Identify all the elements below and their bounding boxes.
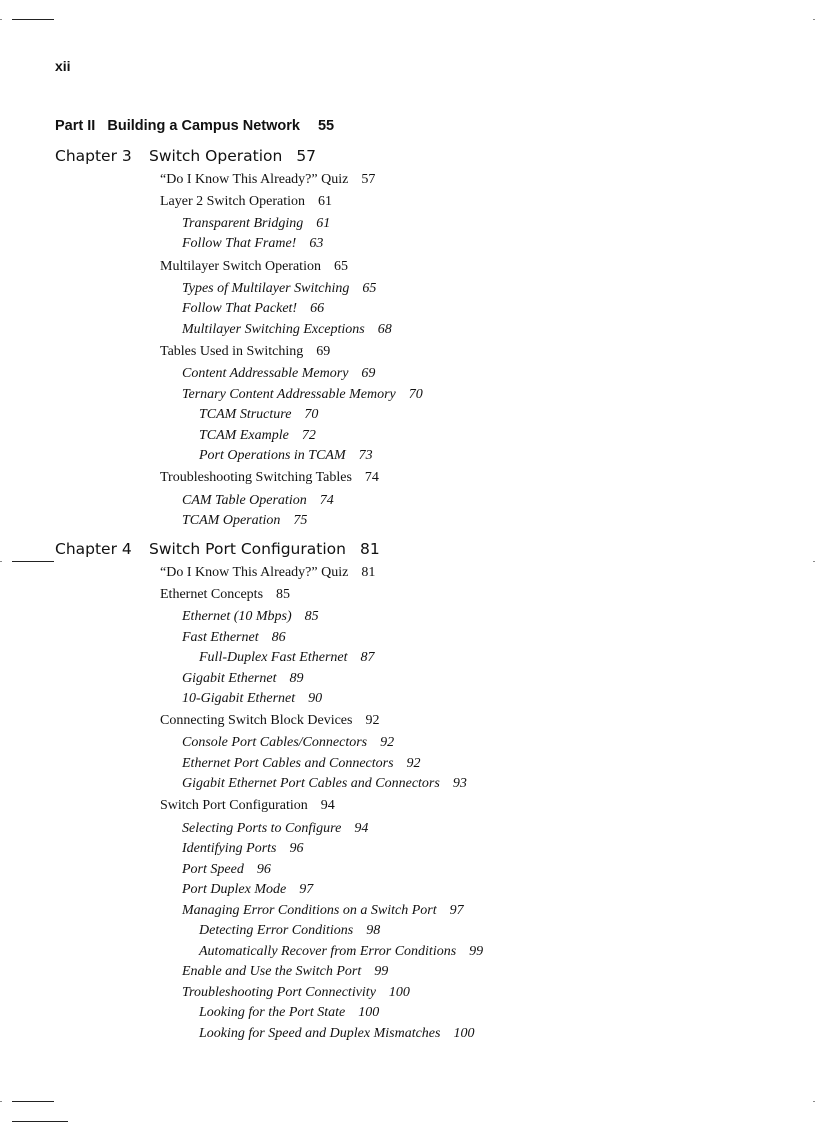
toc-entry-page: 85 [304,609,319,624]
toc-entry-title: Follow That Frame! [182,236,297,251]
toc-entry-title: Switch Port Configuration [160,798,308,813]
crop-mark [813,1101,815,1102]
toc-entry [182,756,421,772]
toc-entry [199,1005,379,1021]
toc-entry-title: Multilayer Switching Exceptions [182,322,365,337]
toc-entry-page: 57 [361,172,376,187]
toc-entry [160,587,290,603]
toc-entry-page: 86 [271,630,286,645]
toc-entry [199,448,373,464]
toc-entry-title: Ternary Content Addressable Memory [182,387,396,402]
chapter-heading [55,147,317,165]
toc-entry-title: Enable and Use the Switch Port [182,964,362,979]
toc-entry [160,344,330,360]
toc-entry-page: 81 [361,565,376,580]
toc-entry-title: “Do I Know This Already?” Quiz [160,172,349,187]
toc-entry-title: Troubleshooting Port Connectivity [182,985,376,1000]
toc-entry-title: Full-Duplex Fast Ethernet [199,650,348,665]
toc-entry-page: 100 [453,1026,475,1041]
toc-entry [182,735,394,751]
toc-entry-page: 68 [377,322,392,337]
toc-entry-title: Content Addressable Memory [182,366,349,381]
toc-entry [182,691,322,707]
chapter-title: Switch Operation [149,147,283,165]
toc-entry-title: Gigabit Ethernet Port Cables and Connectors [182,776,440,791]
toc-entry [182,513,307,529]
toc-entry-title: Ethernet (10 Mbps) [182,609,292,624]
toc-entry-page: 96 [256,862,271,877]
toc-entry-title: Port Speed [182,862,244,877]
toc-entry-page: 100 [388,985,410,1000]
toc-entry [182,216,330,232]
toc-entry-title: Console Port Cables/Connectors [182,735,368,750]
toc-entry-title: Looking for Speed and Duplex Mismatches [199,1026,441,1041]
toc-entry-page: 89 [289,671,304,686]
toc-entry-page: 66 [310,301,325,316]
chapter-title: Switch Port Configuration [149,540,346,558]
toc-entry-title: Managing Error Conditions on a Switch Port [182,903,437,918]
toc-entry-title: Automatically Recover from Error Conditions [199,944,457,959]
bottom-rule-2 [12,1121,68,1122]
toc-entry-page: 74 [364,470,379,485]
toc-entry [182,985,410,1001]
crop-mark [813,19,815,20]
toc-entry-page: 70 [408,387,423,402]
toc-entry [182,236,323,252]
toc-entry [160,470,379,486]
toc-entry-page: 73 [358,448,373,463]
toc-entry-title: Port Duplex Mode [182,882,287,897]
toc-entry-title: Connecting Switch Block Devices [160,713,353,728]
toc-entry-title: Ethernet Port Cables and Connectors [182,756,394,771]
toc-entry-title: TCAM Structure [199,407,292,422]
toc-entry-page: 97 [449,903,464,918]
toc-entry-page: 96 [289,841,304,856]
crop-mark [0,19,2,20]
toc-entry [182,903,464,919]
toc-entry-page: 63 [309,236,324,251]
toc-entry [199,923,380,939]
toc-entry-page: 98 [366,923,381,938]
part-page: 55 [317,118,335,134]
toc-entry-page: 65 [333,259,348,274]
toc-entry [199,407,318,423]
toc-entry-title: Multilayer Switch Operation [160,259,321,274]
toc-entry-page: 99 [469,944,484,959]
toc-entry-title: Detecting Error Conditions [199,923,354,938]
toc-entry [182,964,388,980]
toc-entry-title: Tables Used in Switching [160,344,304,359]
toc-entry [160,798,335,814]
toc-entry-title: Types of Multilayer Switching [182,281,350,296]
chapter-page: 57 [296,147,317,165]
toc-entry-page: 87 [360,650,375,665]
toc-entry-title: Selecting Ports to Configure [182,821,342,836]
toc-entry-page: 99 [374,964,389,979]
part-title: Building a Campus Network [107,118,300,134]
toc-entry [182,821,368,837]
toc-entry [160,194,332,210]
toc-entry-title: Gigabit Ethernet [182,671,277,686]
chapter-page: 81 [359,540,380,558]
toc-entry [199,944,483,960]
toc-entry-title: Transparent Bridging [182,216,304,231]
chapter4-rule [12,561,54,562]
toc-entry [182,366,375,382]
toc-entry-page: 100 [358,1005,380,1020]
toc-entry-page: 74 [319,493,334,508]
toc-entry-page: 94 [320,798,335,813]
toc-entry-page: 75 [293,513,308,528]
toc-entry [182,841,304,857]
toc-entry-page: 61 [316,216,331,231]
toc-entry [199,1026,474,1042]
toc-entry-title: Identifying Ports [182,841,277,856]
toc-entry-page: 93 [452,776,467,791]
toc-entry-page: 85 [276,587,291,602]
top-rule [12,19,54,20]
toc-entry [182,776,467,792]
toc-entry-page: 69 [361,366,376,381]
toc-entry [182,301,324,317]
toc-entry [160,172,375,188]
toc-entry [182,862,271,878]
toc-entry-title: 10-Gigabit Ethernet [182,691,296,706]
toc-entry-title: CAM Table Operation [182,493,307,508]
toc-entry-page: 92 [406,756,421,771]
toc-entry [182,609,319,625]
toc-entry-title: Follow That Packet! [182,301,298,316]
crop-mark [0,561,2,562]
toc-entry-title: Looking for the Port State [199,1005,346,1020]
toc-entry [182,493,334,509]
toc-entry-page: 97 [299,882,314,897]
toc-entry [182,387,423,403]
part-heading [55,118,334,134]
toc-entry [182,882,313,898]
toc-entry-page: 69 [316,344,331,359]
toc-entry-page: 61 [318,194,333,209]
toc-entry-title: TCAM Example [199,428,289,443]
toc-entry-title: Port Operations in TCAM [199,448,346,463]
toc-entry-page: 92 [365,713,380,728]
toc-entry-title: Troubleshooting Switching Tables [160,470,352,485]
toc-entry-title: Fast Ethernet [182,630,259,645]
toc-entry-title: TCAM Operation [182,513,281,528]
toc-entry [199,428,316,444]
toc-entry-page: 70 [304,407,319,422]
toc-entry [160,259,348,275]
toc-entry-title: Layer 2 Switch Operation [160,194,306,209]
toc-entry [182,671,304,687]
toc-entry [160,565,375,581]
page-number: xii [55,58,71,74]
toc-entry-title: Ethernet Concepts [160,587,264,602]
toc-entry-title: “Do I Know This Already?” Quiz [160,565,349,580]
toc-entry-page: 65 [362,281,377,296]
chapter-label: Chapter 3 [55,147,132,165]
toc-entry-page: 72 [301,428,316,443]
toc-entry [182,322,392,338]
toc-entry [182,281,376,297]
toc-entry-page: 94 [354,821,369,836]
toc-entry [199,650,375,666]
crop-mark [0,1101,2,1102]
toc-entry-page: 90 [308,691,323,706]
toc-entry [160,713,379,729]
bottom-rule-1 [12,1101,54,1102]
chapter-label: Chapter 4 [55,540,132,558]
chapter-heading [55,540,380,558]
part-label: Part II [55,118,96,134]
toc-entry [182,630,286,646]
toc-entry-page: 92 [380,735,395,750]
crop-mark [813,561,815,562]
